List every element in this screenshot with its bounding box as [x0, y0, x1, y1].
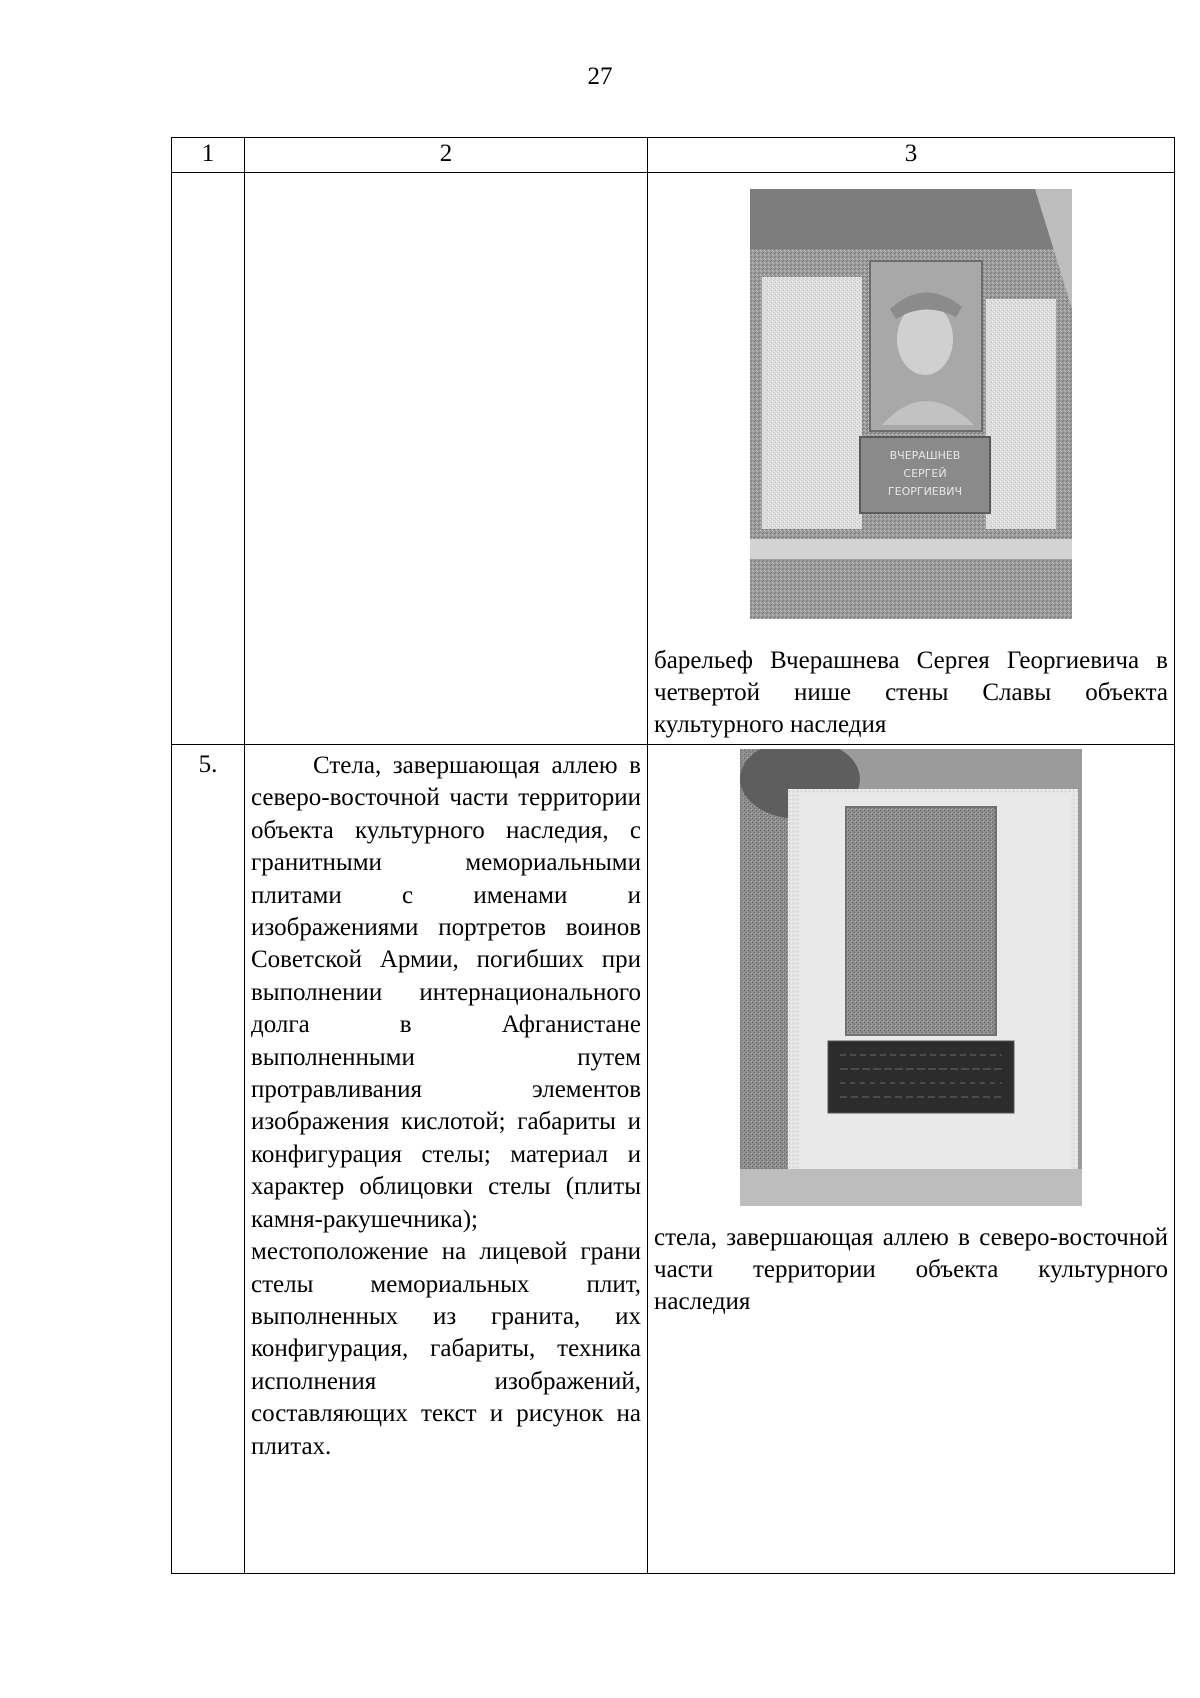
document-table [171, 137, 1175, 1574]
row-description-text: Стела, завершающая аллею в северо-восточной части территории объекта культурного наследия, с гранитными мемориальными плитами с именами и изображениями портретов воинов Советской Армии, погибших при выполнении интернационального долга в Афганистане выполненными путем протравливания элементов изображения кислотой; габариты и конфигурация стелы; материал и характер облицовки стелы (плиты камня-ракушечника); местоположение на лицевой грани стелы мемориальных плит, выполненных из гранита, их конфигурация, габариты, техника исполнения изображений, составляющих текст и рисунок на плитах. [251, 752, 641, 1460]
stele-photo [740, 749, 1082, 1206]
plaque-line-3: ГЕОРГИЕВИЧ [887, 485, 963, 498]
plaque-line-2: СЕРГЕЙ [903, 467, 947, 480]
row-description [245, 173, 647, 178]
row-number-cell [172, 173, 245, 745]
row-number: 5. [198, 751, 218, 778]
row-number-cell [172, 745, 245, 1574]
photo-cell [648, 745, 1175, 1574]
photo-cell [648, 173, 1175, 745]
photo-caption: стела, завершающая аллею в северо-восточной части территории объекта культурного наследия [654, 1224, 1168, 1315]
plaque-line-1: ВЧЕРАШНЕВ [889, 449, 961, 462]
table-row [172, 173, 1175, 745]
row-number [172, 173, 244, 177]
table-header-row [172, 138, 1175, 173]
description-cell [245, 173, 648, 745]
row-description [245, 745, 647, 1463]
header-cell-1: 1 [172, 138, 245, 173]
bas-relief-photo [750, 189, 1072, 619]
header-cell-2: 2 [245, 138, 648, 173]
table-row [172, 745, 1175, 1574]
header-cell-3: 3 [648, 138, 1175, 173]
page-number: 27 [587, 63, 613, 90]
description-cell [245, 745, 648, 1574]
photo-caption: барельеф Вчерашнева Сергея Георгиевича в четвертой нише стены Славы объекта культурного наследия [654, 647, 1168, 738]
